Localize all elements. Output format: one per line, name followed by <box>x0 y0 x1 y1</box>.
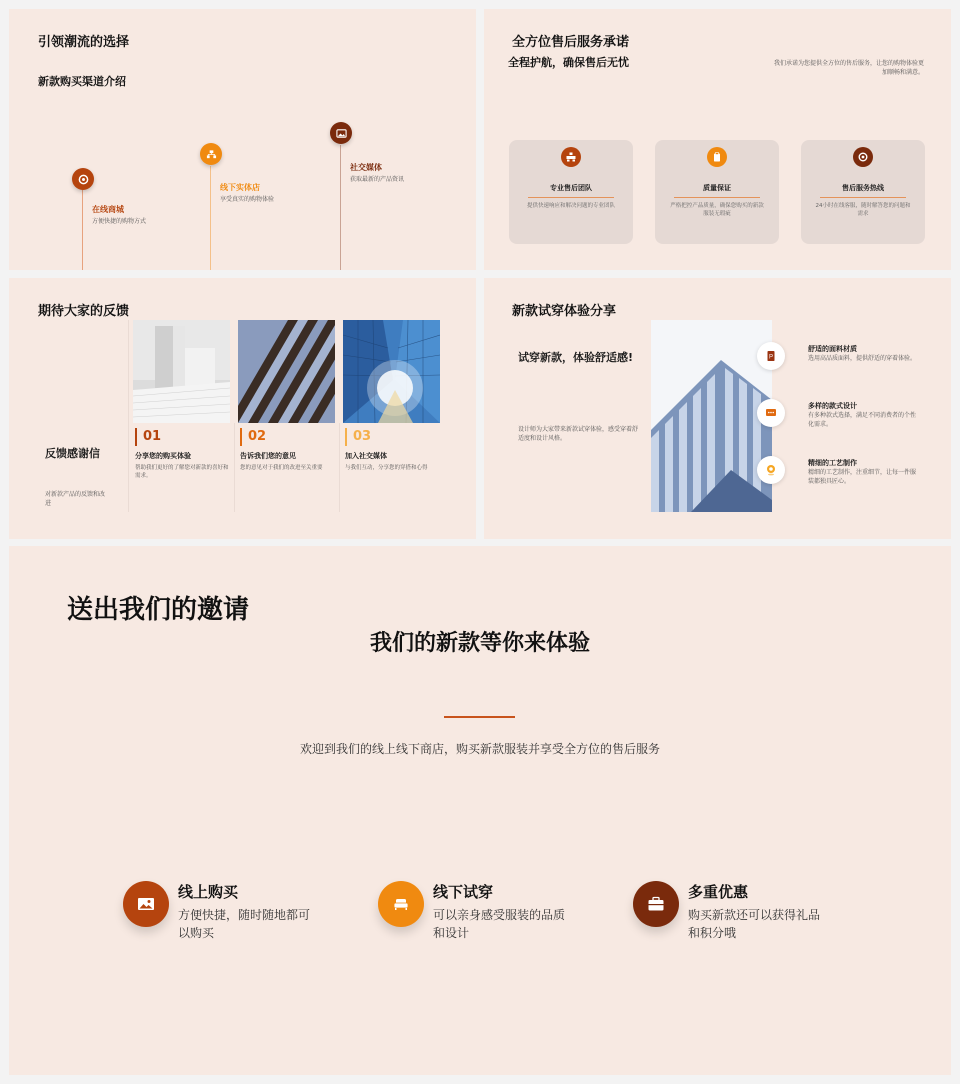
location-icon <box>757 456 785 484</box>
divider <box>339 423 340 512</box>
feedback-item <box>238 428 335 512</box>
item-number: 03 <box>345 428 440 446</box>
slide-title: 新款试穿体验分享 <box>512 304 617 319</box>
item-desc: 与我们互动，分享您的穿搭和心得 <box>345 465 428 471</box>
card-divider <box>528 197 614 198</box>
item-desc: 帮助我们更好的了解您对新款的喜好和需求。 <box>135 465 229 480</box>
feature-desc: 购买新款还可以获得礼品和积分哦 <box>688 908 821 940</box>
slide-subtitle: 新款购买渠道介绍 <box>38 75 126 88</box>
clipboard-icon <box>707 147 727 167</box>
timeline-line <box>340 145 341 270</box>
briefcase-icon <box>633 881 679 927</box>
slide-title: 送出我们的邀请 <box>67 595 250 625</box>
feature-desc: 可以亲身感受服装的品质和设计 <box>433 908 566 940</box>
divider <box>234 423 235 512</box>
feature-title: 多样的款式设计 <box>808 402 857 410</box>
thanks-title: 反馈感谢信 <box>45 447 100 460</box>
slide-title: 引领潮流的选择 <box>38 35 130 50</box>
service-card <box>801 140 925 244</box>
feature-desc: 选用高品质面料，提供舒适的穿着体验。 <box>808 355 917 362</box>
feature-title: 舒适的面料材质 <box>808 345 857 353</box>
item-number: 01 <box>135 428 230 446</box>
store-icon <box>200 143 222 165</box>
timeline-line <box>210 166 211 270</box>
feature-title: 线上购买 <box>178 883 239 901</box>
timeline-line <box>82 190 83 270</box>
card-desc: 24小时在线客服，随时解答您的问题和需求 <box>815 203 911 218</box>
image-icon <box>330 122 352 144</box>
target-icon <box>72 168 94 190</box>
chat-icon <box>757 399 785 427</box>
headline: 试穿新款，体验舒适感! <box>518 351 634 364</box>
feature-title: 精细的工艺制作 <box>808 459 857 467</box>
card-title: 售后服务热线 <box>842 184 884 192</box>
channel-desc: 方便快捷的购物方式 <box>92 218 147 225</box>
feedback-item <box>343 428 440 512</box>
architecture-photo <box>133 320 230 423</box>
slide-subtitle: 我们的新款等你来体验 <box>369 631 590 656</box>
card-desc: 提供快速响应和解决问题的专业团队 <box>526 203 615 209</box>
picture-icon <box>123 881 169 927</box>
slide-title: 全方位售后服务承诺 <box>512 35 630 50</box>
intro-text: 我们承诺为您提供全方位的售后服务，让您的购物体验更加顺畅和满意。 <box>774 60 925 76</box>
svg-text:P: P <box>768 354 774 361</box>
feature-title: 多重优惠 <box>688 883 749 901</box>
feature-desc: 精细的工艺制作，注重细节，让每一件服装都独具匠心。 <box>808 469 917 485</box>
channel-label: 线下实体店 <box>220 183 260 192</box>
channel-label: 社交媒体 <box>350 163 382 172</box>
service-card <box>655 140 779 244</box>
card-desc: 严格把控产品质量，确保您购买的新款服装无瑕疵 <box>670 203 764 218</box>
item-title: 告诉我们您的意见 <box>240 452 296 460</box>
sofa-icon <box>378 881 424 927</box>
feedback-item <box>133 428 230 512</box>
item-desc: 您的意见对于我们的改进至关重要 <box>240 465 323 471</box>
slide-after-sales <box>484 9 951 270</box>
card-title: 专业售后团队 <box>550 184 592 192</box>
channel-desc: 获取最新的产品资讯 <box>350 176 405 183</box>
item-number: 02 <box>240 428 335 446</box>
skyscraper-photo <box>343 320 440 423</box>
glass-facade-photo <box>238 320 335 423</box>
slide-purchase-channels <box>9 9 476 270</box>
channel-desc: 享受真实的购物体验 <box>220 196 275 203</box>
card-divider <box>820 197 906 198</box>
doc-icon <box>757 342 785 370</box>
accent-divider <box>444 716 515 718</box>
thanks-desc: 对新款产品的反馈和改进 <box>45 491 106 507</box>
card-divider <box>674 197 760 198</box>
body-text: 欢迎到我们的线上线下商店，购买新款服装并享受全方位的售后服务 <box>299 742 660 756</box>
headline-desc: 设计师为大家带来新款试穿体验，感受穿着舒适度和设计风格。 <box>518 426 639 442</box>
slide-try-on <box>484 278 951 539</box>
team-icon <box>561 147 581 167</box>
slide-title: 期待大家的反馈 <box>38 304 130 319</box>
feature-desc: 方便快捷，随时随地都可以购买 <box>178 908 311 940</box>
slide-subtitle: 全程护航，确保售后无忧 <box>508 56 629 69</box>
slide-feedback <box>9 278 476 539</box>
target-icon <box>853 147 873 167</box>
item-title: 分享您的购买体验 <box>135 452 191 460</box>
card-title: 质量保证 <box>703 184 731 192</box>
divider <box>128 320 129 512</box>
item-title: 加入社交媒体 <box>345 452 387 460</box>
slide-invitation <box>9 546 951 1075</box>
service-card <box>509 140 633 244</box>
building-photo <box>651 320 772 512</box>
feature-desc: 有多种款式选择，满足不同消费者的个性化需求。 <box>808 412 917 428</box>
feature-title: 线下试穿 <box>433 883 494 901</box>
channel-label: 在线商城 <box>92 205 124 214</box>
